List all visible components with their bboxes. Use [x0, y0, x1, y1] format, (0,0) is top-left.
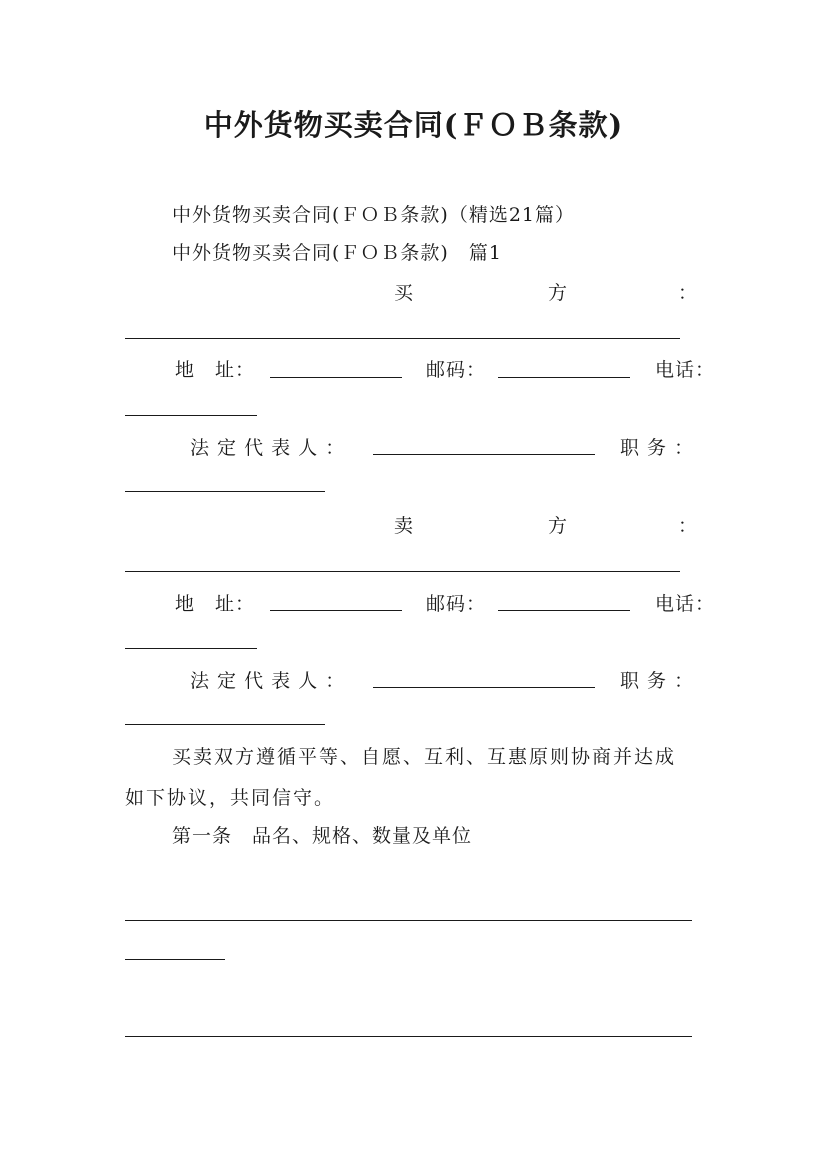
seller-address-label: 地 址：: [175, 593, 256, 615]
intro-paragraph-line-2: 如下协议，共同信守。: [125, 787, 336, 809]
buyer-label-char-2: 方: [548, 282, 568, 304]
seller-label-char-2: 方: [548, 515, 568, 537]
document-title: 中外货物买卖合同(ＦＯＢ条款): [203, 108, 624, 142]
buyer-legal-rep-label: 法 定 代 表 人 ：: [190, 437, 346, 459]
buyer-postcode-label: 邮码：: [426, 359, 487, 381]
document-subtitle: 中外货物买卖合同(ＦＯＢ条款)（精选21篇）: [172, 204, 576, 226]
buyer-position-label: 职 务 ：: [620, 437, 695, 459]
buyer-phone-blank: [125, 415, 257, 416]
buyer-address-label: 地 址：: [175, 359, 256, 381]
buyer-legal-rep-blank: [373, 454, 595, 455]
buyer-name-blank: [125, 338, 680, 339]
seller-label-colon: ：: [678, 515, 698, 537]
seller-position-blank: [125, 724, 325, 725]
buyer-phone-label: 电话：: [655, 359, 716, 381]
seller-legal-rep-blank: [373, 687, 595, 688]
seller-address-blank: [270, 610, 402, 611]
seller-label-char-1: 卖: [394, 515, 414, 537]
buyer-label-colon: ：: [678, 282, 698, 304]
article-1-blank-1: [125, 920, 692, 921]
seller-phone-label: 电话：: [655, 593, 716, 615]
seller-name-blank: [125, 571, 680, 572]
intro-paragraph-line-1: 买卖双方遵循平等、自愿、互利、互惠原则协商并达成: [172, 746, 677, 768]
article-1-blank-3: [125, 1036, 692, 1037]
article-1-heading: 第一条 品名、规格、数量及单位: [172, 825, 473, 847]
buyer-label-char-1: 买: [394, 282, 414, 304]
seller-postcode-blank: [498, 610, 630, 611]
seller-postcode-label: 邮码：: [426, 593, 487, 615]
buyer-position-blank: [125, 491, 325, 492]
buyer-address-blank: [270, 377, 402, 378]
section-heading: 中外货物买卖合同(ＦＯＢ条款) 篇1: [172, 242, 502, 264]
seller-position-label: 职 务 ：: [620, 670, 695, 692]
buyer-postcode-blank: [498, 377, 630, 378]
seller-phone-blank: [125, 648, 257, 649]
seller-legal-rep-label: 法 定 代 表 人 ：: [190, 670, 346, 692]
article-1-blank-2: [125, 959, 225, 960]
